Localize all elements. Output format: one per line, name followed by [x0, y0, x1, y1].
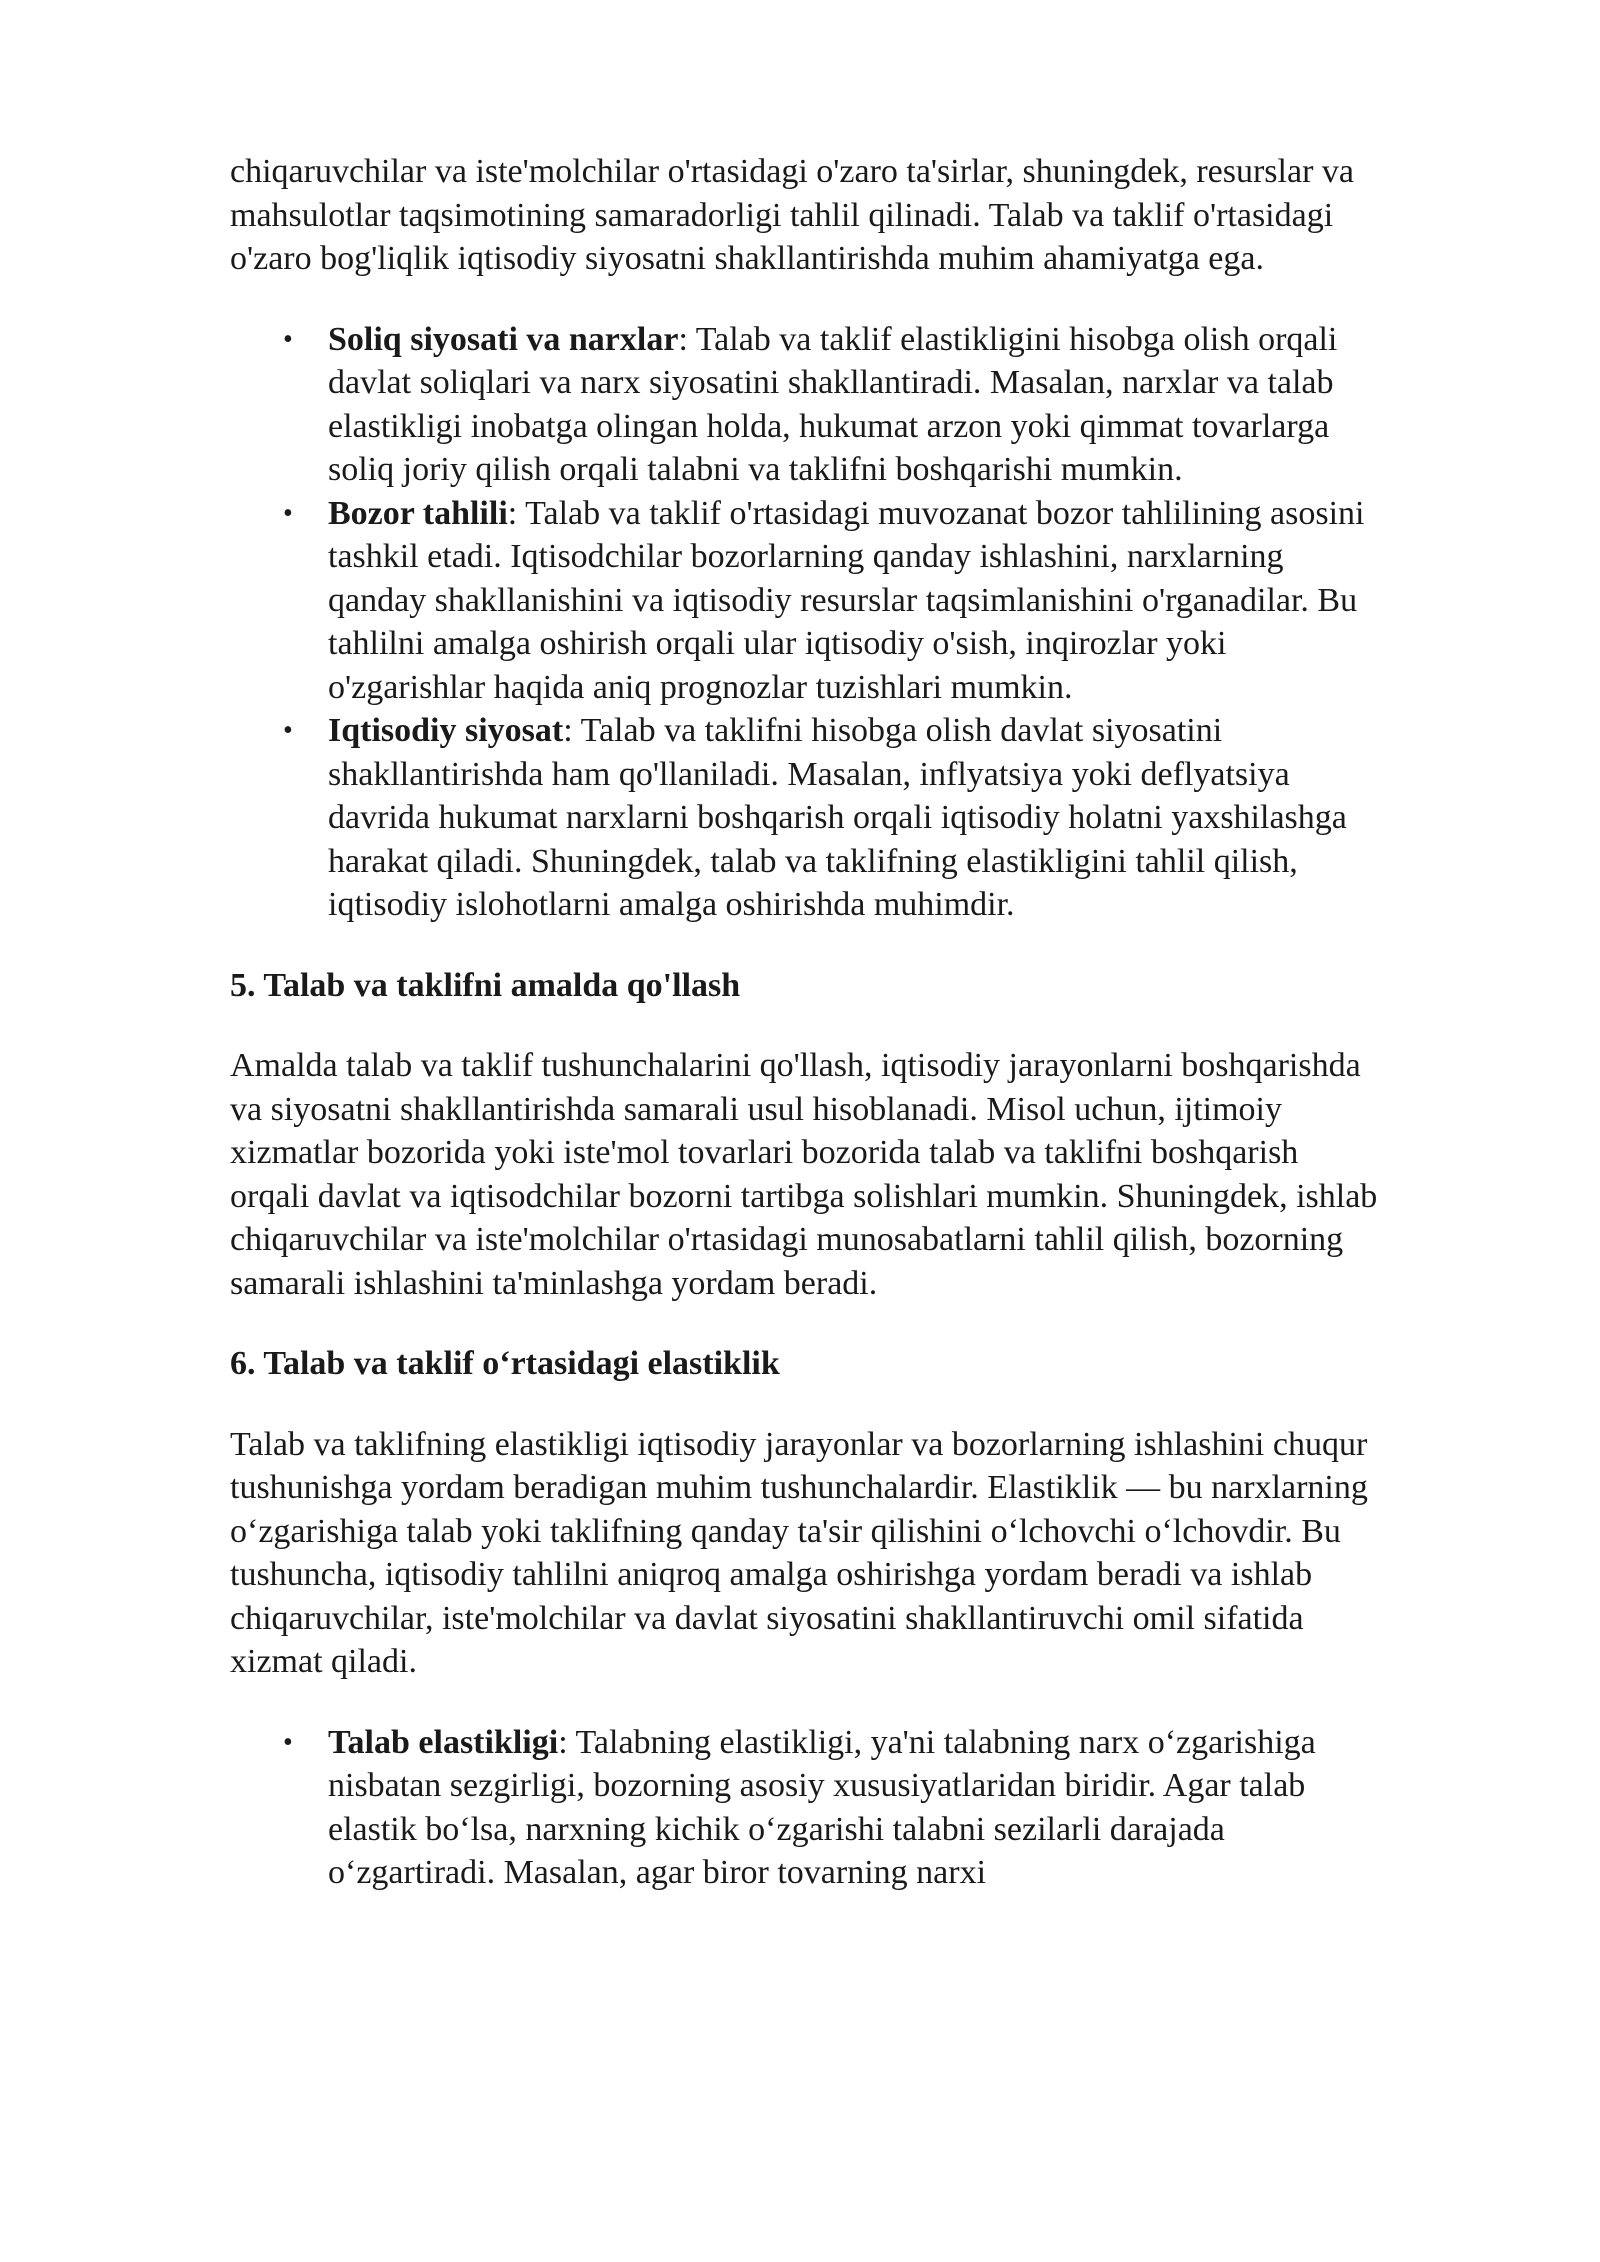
list-item-term: Iqtisodiy siyosat — [328, 712, 564, 749]
list-item-text: : Talabning elastikligi, ya'ni talabning narx o‘zgarishiga nisbatan sezgirligi, bozorning asosiy xususiyatlaridan biridir. Agar talab elastik bo‘lsa, narxning kichik o‘zgarishi talabni sezilarli darajada o‘zgartiradi. Masalan, agar biror tovarning narxi — [328, 1723, 1316, 1891]
list-item-term: Talab elastikligi — [328, 1723, 559, 1761]
document-page — [230, 150, 1380, 1895]
bullet-list-elasticity — [230, 1721, 1380, 1895]
section-heading-5: 5. Talab va taklifni amalda qo'llash — [230, 966, 741, 1004]
bullet-list-policy — [230, 318, 1380, 927]
list-item-text: : Talab va taklif elastikligini hisobga olish orqali davlat soliqlari va narx siyosatini shakllantiradi. Masalan, narxlar va talab elastikligi inobatga olingan holda, hukumat arzon yoki qimmat tovarlarga soliq joriy qilish orqali talabni va taklifni boshqarishi mumkin. — [328, 320, 1338, 488]
list-item-text: : Talab va taklifni hisobga olish davlat siyosatini shakllantirishda ham qo'llaniladi. Masalan, inflyatsiya yoki deflyatsiya davrida hukumat narxlarni boshqarish orqali iqtisodiy holatni yaxshilashga harakat qiladi. Shuningdek, talab va taklifning elastikligini tahlil qilish, iqtisodiy islohotlarni amalga oshirishda muhimdir. — [328, 712, 1347, 923]
bullet-icon: • — [283, 323, 293, 355]
section-heading-6: 6. Talab va taklif o‘rtasidagi elastiklik — [230, 1345, 780, 1382]
list-item — [230, 709, 1380, 927]
section-6-paragraph: Talab va taklifning elastikligi iqtisodiy jarayonlar va bozorlarning ishlashini chuqur tushunishga yordam beradigan muhim tushunchalardir. Elastiklik — bu narxlarning o‘zgarishiga talab yoki taklifning qanday ta'sir qilishini o‘lchovchi o‘lchovdir. Bu tushuncha, iqtisodiy tahlilni aniqroq amalga oshirishga yordam beradi va ishlab chiqaruvchilar, iste'molchilar va davlat siyosatini shakllantiruvchi omil sifatida xizmat qiladi. — [230, 1425, 1368, 1680]
intro-paragraph: chiqaruvchilar va iste'molchilar o'rtasidagi o'zaro ta'sirlar, shuningdek, resurslar va mahsulotlar taqsimotining samaradorligi tahlil qilinadi. Talab va taklif o'rtasidagi o'zaro bog'liqlik iqtisodiy siyosatni shakllantirishda muhim ahamiyatga ega. — [230, 153, 1354, 277]
list-item-text: : Talab va taklif o'rtasidagi muvozanat bozor tahlilining asosini tashkil etadi. Iqtisodchilar bozorlarning qanday ishlashini, narxlarning qanday shakllanishini va iqtisodiy resurslar taqsimlanishini o'rganadilar. Bu tahlilni amalga oshirish orqali ular iqtisodiy o'sish, inqirozlar yoki o'zgarishlar haqida aniq prognozlar tuzishlari mumkin. — [328, 494, 1365, 706]
list-item — [230, 492, 1380, 710]
section-5-paragraph: Amalda talab va taklif tushunchalarini qo'llash, iqtisodiy jarayonlarni boshqarishda va siyosatni shakllantirishda samarali usul hisoblanadi. Misol uchun, ijtimoiy xizmatlar bozorida yoki iste'mol tovarlari bozorida talab va taklifni boshqarish orqali davlat va iqtisodchilar bozorni tartibga solishlari mumkin. Shuningdek, ishlab chiqaruvchilar va iste'molchilar o'rtasidagi munosabatlarni tahlil qilish, bozorning samarali ishlashini ta'minlashga yordam beradi. — [230, 1047, 1378, 1302]
list-item — [230, 318, 1380, 492]
list-item-term: Soliq siyosati va narxlar — [328, 320, 679, 358]
bullet-icon: • — [283, 715, 293, 746]
bullet-icon: • — [283, 1726, 293, 1758]
bullet-icon: • — [283, 497, 293, 529]
list-item-term: Bozor tahlili — [328, 494, 508, 532]
list-item — [230, 1721, 1380, 1895]
